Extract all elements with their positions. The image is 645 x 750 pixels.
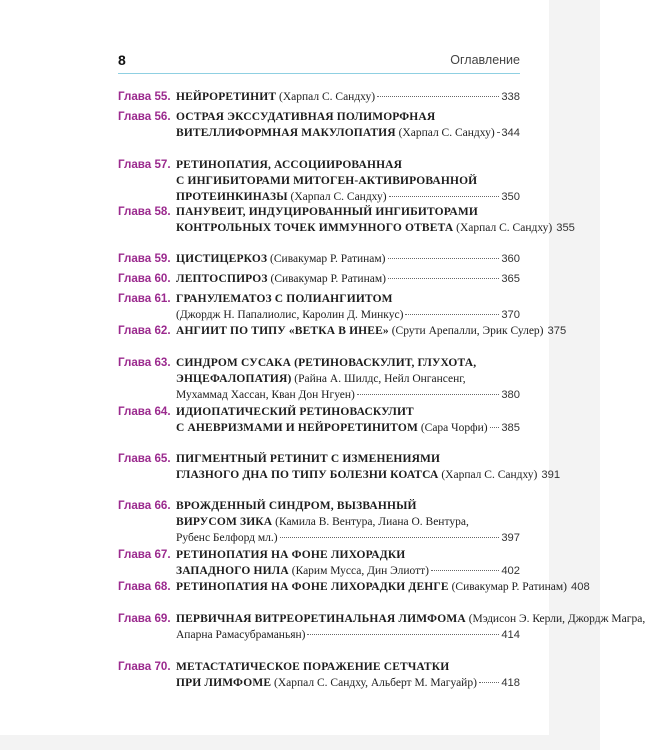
chapter-title: АНГИИТ ПО ТИПУ «ВЕТКА В ИНЕЕ» xyxy=(176,325,389,337)
page-ref: 360 xyxy=(501,253,520,265)
line-text xyxy=(176,579,567,595)
entry-line xyxy=(176,611,645,627)
chapter-title: РЕТИНОПАТИЯ НА ФОНЕ ЛИХОРАДКИ ДЕНГЕ xyxy=(176,581,449,593)
entry-line xyxy=(176,675,520,691)
chapter-authors: (Мэдисон Э. Керли, Джордж Магра, xyxy=(465,613,645,625)
chapter-authors: (Харпал С. Сандху) xyxy=(438,469,538,481)
page-ref: 402 xyxy=(501,565,520,577)
chapter-authors: (Камила В. Вентура, Лиана О. Вентура, xyxy=(272,516,469,528)
entry-line xyxy=(176,189,520,205)
running-title: Оглавление xyxy=(450,53,520,67)
chapter-authors: (Джордж Н. Папалиолис, Каролин Д. Минкус) xyxy=(176,309,404,321)
chapter-authors: Апарна Рамасубраманьян) xyxy=(176,629,306,641)
entry-line xyxy=(176,451,520,467)
entry-body xyxy=(176,498,520,546)
chapter-authors: (Харпал С. Сандху, Альберт М. Магуайр) xyxy=(271,677,477,689)
entry-line xyxy=(176,157,520,173)
chapter-label: Глава 64. xyxy=(118,405,171,418)
page-ref: 344 xyxy=(501,127,520,139)
dot-leader xyxy=(307,634,499,635)
entry-body xyxy=(176,659,520,691)
chapter-label: Глава 66. xyxy=(118,499,171,512)
chapter-title: С АНЕВРИЗМАМИ И НЕЙРОРЕТИНИТОМ xyxy=(176,422,418,434)
line-text xyxy=(176,89,375,105)
page-ref: 350 xyxy=(501,191,520,203)
line-text xyxy=(176,530,278,546)
chapter-authors: (Харпал С. Сандху) xyxy=(395,127,495,139)
line-text xyxy=(176,220,552,236)
chapter-title: ГРАНУЛЕМАТОЗ С ПОЛИАНГИИТОМ xyxy=(176,293,393,305)
page-ref: 408 xyxy=(571,581,590,593)
entry-line xyxy=(176,387,520,403)
chapter-title: ВРОЖДЕННЫЙ СИНДРОМ, ВЫЗВАННЫЙ xyxy=(176,500,417,512)
dot-leader xyxy=(405,314,499,315)
page-edge-bottom xyxy=(0,735,600,750)
chapter-title: ПРОТЕИНКИНАЗЫ xyxy=(176,191,288,203)
chapter-authors: (Харпал С. Сандху) xyxy=(453,222,553,234)
line-text xyxy=(176,189,387,205)
page-ref: 355 xyxy=(556,222,575,234)
entry-line xyxy=(176,291,520,307)
page-ref: 375 xyxy=(547,325,567,337)
chapter-label: Глава 65. xyxy=(118,452,171,465)
chapter-authors: Рубенс Белфорд мл.) xyxy=(176,532,278,544)
chapter-label: Глава 60. xyxy=(118,272,171,285)
chapter-title: ЛЕПТОСПИРОЗ xyxy=(176,273,268,285)
chapter-title: ЭНЦЕФАЛОПАТИЯ) xyxy=(176,373,292,385)
line-text xyxy=(176,206,478,218)
chapter-title: ОСТРАЯ ЭКССУДАТИВНАЯ ПОЛИМОРФНАЯ xyxy=(176,111,436,123)
chapter-title: РЕТИНОПАТИЯ, АССОЦИИРОВАННАЯ xyxy=(176,159,403,171)
line-text xyxy=(176,661,449,673)
entry-line xyxy=(176,251,520,267)
dot-leader xyxy=(357,394,499,395)
dot-leader xyxy=(280,537,500,538)
chapter-authors: (Срути Арепалли, Эрик Сулер) xyxy=(388,325,544,337)
chapter-title: С ИНГИБИТОРАМИ МИТОГЕН-АКТИВИРОВАННОЙ xyxy=(176,175,478,187)
entry-line xyxy=(176,89,520,105)
chapter-title: ЗАПАДНОГО НИЛА xyxy=(176,565,289,577)
entry-line xyxy=(176,530,520,546)
line-text xyxy=(176,467,537,483)
dot-leader xyxy=(490,427,500,428)
page-ref: 365 xyxy=(501,273,520,285)
page-number: 8 xyxy=(118,52,126,68)
chapter-title: ЦИСТИЦЕРКОЗ xyxy=(176,253,268,265)
chapter-authors: (Харпал С. Сандху) xyxy=(276,91,376,103)
chapter-authors: (Сивакумар Р. Ратинам) xyxy=(267,253,386,265)
page-ref: 380 xyxy=(501,389,520,401)
chapter-label: Глава 58. xyxy=(118,205,171,218)
page-edge-right xyxy=(549,0,600,750)
line-text xyxy=(176,307,403,323)
chapter-title: ВИТЕЛЛИФОРМНАЯ МАКУЛОПАТИЯ xyxy=(176,127,396,139)
entry-line xyxy=(176,307,520,323)
line-text xyxy=(176,373,466,385)
chapter-authors: Мухаммад Хассан, Кван Дон Нгуен) xyxy=(176,389,355,401)
line-text xyxy=(176,251,386,267)
page-ref: 414 xyxy=(501,629,520,641)
entry-body xyxy=(176,89,520,105)
entry-line xyxy=(176,323,567,339)
entry-body xyxy=(176,451,561,483)
line-text xyxy=(176,111,435,123)
entry-line xyxy=(176,355,520,371)
chapter-label: Глава 67. xyxy=(118,548,171,561)
chapter-authors: (Сивакумар Р. Ратинам) xyxy=(267,273,386,285)
line-text xyxy=(176,125,495,141)
line-text xyxy=(176,387,355,403)
line-text xyxy=(176,293,393,305)
dot-leader xyxy=(388,278,499,279)
entry-body xyxy=(176,109,520,141)
chapter-title: ИДИОПАТИЧЕСКИЙ РЕТИНОВАСКУЛИТ xyxy=(176,406,414,418)
entry-line xyxy=(176,271,520,287)
entry-body xyxy=(176,204,575,236)
line-text xyxy=(176,357,476,369)
entry-body xyxy=(176,157,520,205)
line-text xyxy=(176,500,417,512)
entry-line xyxy=(176,467,561,483)
chapter-title: МЕТАСТАТИЧЕСКОЕ ПОРАЖЕНИЕ СЕТЧАТКИ xyxy=(176,661,450,673)
line-text xyxy=(176,675,477,691)
chapter-title: ВИРУСОМ ЗИКА xyxy=(176,516,273,528)
dot-leader xyxy=(377,96,499,97)
entry-line xyxy=(176,404,520,420)
chapter-label: Глава 63. xyxy=(118,356,171,369)
page-ref: 391 xyxy=(541,469,561,481)
page-ref: 385 xyxy=(501,422,520,434)
chapter-label: Глава 61. xyxy=(118,292,171,305)
chapter-label: Глава 59. xyxy=(118,252,171,265)
entry-body xyxy=(176,404,520,436)
entry-body xyxy=(176,355,520,403)
entry-body xyxy=(176,251,520,267)
entry-line xyxy=(176,579,590,595)
dot-leader xyxy=(389,196,500,197)
chapter-title: ГЛАЗНОГО ДНА ПО ТИПУ БОЛЕЗНИ КОАТСА xyxy=(176,469,439,481)
entry-line xyxy=(176,498,520,514)
chapter-authors: (Харпал С. Сандху) xyxy=(287,191,387,203)
chapter-authors: (Карим Мусса, Дин Элиотт) xyxy=(288,565,429,577)
line-text xyxy=(176,563,429,579)
entry-line xyxy=(176,627,520,643)
entry-line xyxy=(176,109,520,125)
chapter-title: ПЕРВИЧНАЯ ВИТРЕОРЕТИНАЛЬНАЯ ЛИМФОМА xyxy=(176,613,466,625)
chapter-title: СИНДРОМ СУСАКА (РЕТИНОВАСКУЛИТ, ГЛУХОТА, xyxy=(176,357,477,369)
page-header xyxy=(118,52,520,72)
dot-leader xyxy=(497,132,500,133)
page-ref: 370 xyxy=(501,309,520,321)
entry-line xyxy=(176,659,520,675)
entry-line xyxy=(176,173,520,189)
line-text xyxy=(176,549,405,561)
chapter-authors: (Сивакумар Р. Ратинам) xyxy=(448,581,568,593)
dot-leader xyxy=(431,570,499,571)
entry-body xyxy=(176,579,590,595)
chapter-title: ПАНУВЕИТ, ИНДУЦИРОВАННЫЙ ИНГИБИТОРАМИ xyxy=(176,206,478,218)
entry-line xyxy=(176,371,520,387)
entry-line xyxy=(176,220,575,236)
entry-body xyxy=(176,271,520,287)
line-text xyxy=(176,613,645,625)
chapter-label: Глава 62. xyxy=(118,324,171,337)
line-text xyxy=(176,453,440,465)
line-text xyxy=(176,420,488,436)
entry-body xyxy=(176,611,645,643)
line-text xyxy=(176,406,414,418)
line-text xyxy=(176,516,469,528)
chapter-title: РЕТИНОПАТИЯ НА ФОНЕ ЛИХОРАДКИ xyxy=(176,549,406,561)
entry-body xyxy=(176,323,567,339)
chapter-label: Глава 57. xyxy=(118,158,171,171)
chapter-authors: (Райна А. Шилдс, Нейл Онгансенг, xyxy=(291,373,466,385)
chapter-label: Глава 70. xyxy=(118,660,171,673)
entry-body xyxy=(176,291,520,323)
chapter-label: Глава 55. xyxy=(118,90,171,103)
line-text xyxy=(176,175,477,187)
line-text xyxy=(176,323,544,339)
header-rule xyxy=(118,73,520,74)
chapter-title: ПИГМЕНТНЫЙ РЕТИНИТ С ИЗМЕНЕНИЯМИ xyxy=(176,453,441,465)
dot-leader xyxy=(479,682,499,683)
entry-line xyxy=(176,563,520,579)
page-ref: 418 xyxy=(501,677,520,689)
page-ref: 338 xyxy=(501,91,520,103)
chapter-title: НЕЙРОРЕТИНИТ xyxy=(176,91,277,103)
entry-line xyxy=(176,204,520,220)
line-text xyxy=(176,159,402,171)
line-text xyxy=(176,627,305,643)
chapter-title: ПРИ ЛИМФОМЕ xyxy=(176,677,272,689)
chapter-label: Глава 56. xyxy=(118,110,171,123)
chapter-label: Глава 68. xyxy=(118,580,171,593)
entry-line xyxy=(176,420,520,436)
chapter-authors: (Сара Чорфи) xyxy=(417,422,488,434)
page-ref: 397 xyxy=(501,532,520,544)
entry-line xyxy=(176,547,520,563)
dot-leader xyxy=(388,258,500,259)
chapter-label: Глава 69. xyxy=(118,612,171,625)
entry-line xyxy=(176,125,520,141)
line-text xyxy=(176,271,386,287)
chapter-title: КОНТРОЛЬНЫХ ТОЧЕК ИММУННОГО ОТВЕТА xyxy=(176,222,454,234)
entry-line xyxy=(176,514,520,530)
entry-body xyxy=(176,547,520,579)
